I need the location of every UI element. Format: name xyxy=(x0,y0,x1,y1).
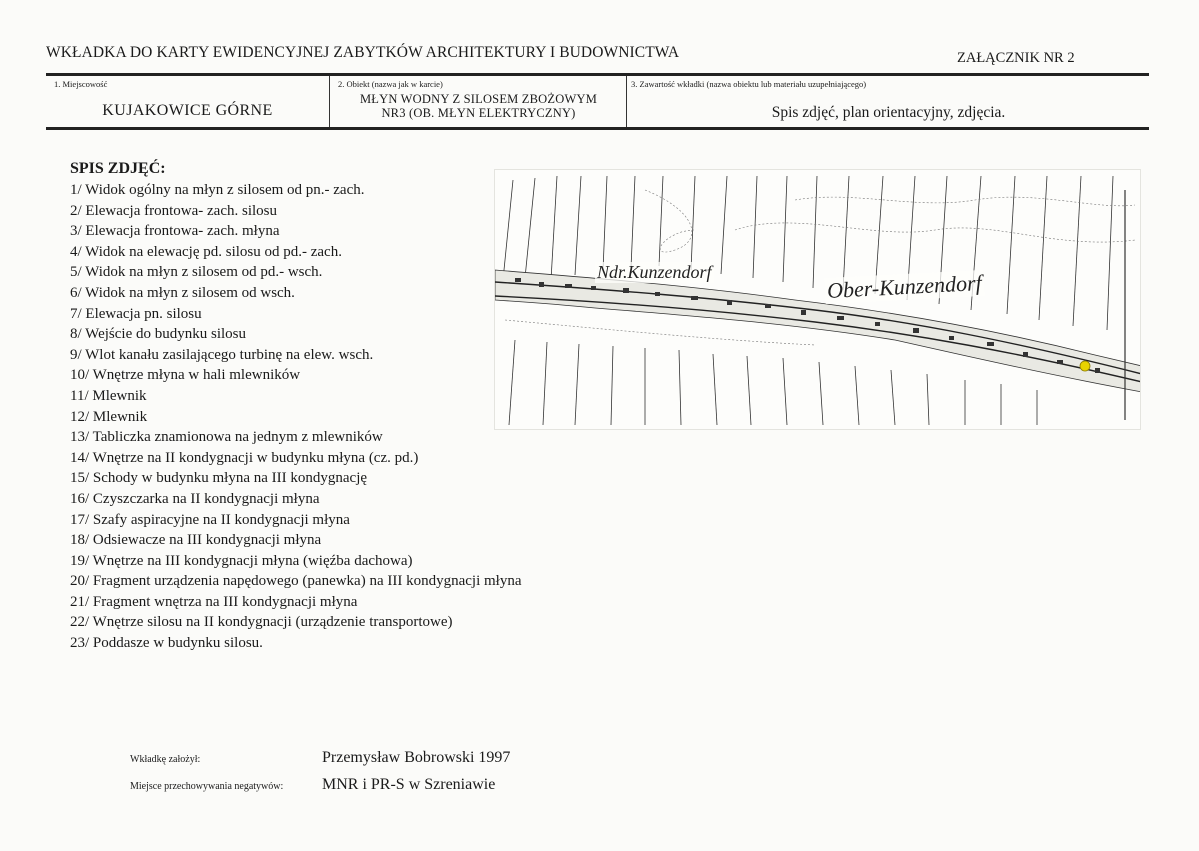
contents-cell xyxy=(626,76,1150,127)
negatives-row xyxy=(130,776,495,794)
author-label: Wkładkę założył: xyxy=(130,754,201,765)
contents-label: 3. Zawartość wkładki (nazwa obiektu lub materiału uzupełniającego) xyxy=(631,79,867,89)
photo-list-item: 8/ Wejście do budynku silosu xyxy=(70,326,247,343)
photo-list-item: 9/ Wlot kanału zasilającego turbinę na elew. wsch. xyxy=(70,346,374,363)
photo-list-item: 13/ Tabliczka znamionowa na jednym z mlewników xyxy=(70,429,383,446)
photo-list-item: 11/ Mlewnik xyxy=(70,387,147,404)
object-cell xyxy=(329,76,627,127)
photo-list-item: 7/ Elewacja pn. silosu xyxy=(70,305,202,322)
map-drawing xyxy=(495,170,1141,430)
map-label-upper-village: Ober-Kunzendorf xyxy=(824,270,984,304)
contents-value: Spis zdjęć, plan orientacyjny, zdjęcia. xyxy=(771,104,1006,121)
photo-list-item: 5/ Widok na młyn z silosem od pd.- wsch. xyxy=(70,264,323,281)
photo-list-item: 15/ Schody w budynku młyna na III kondygnację xyxy=(70,470,368,487)
photo-list-item: 2/ Elewacja frontowa- zach. silosu xyxy=(70,202,278,219)
object-value xyxy=(330,92,627,120)
map-label-lower-village: Ndr.Kunzendorf xyxy=(597,262,712,282)
document-title: WKŁADKA DO KARTY EWIDENCYJNEJ ZABYTKÓW ARCHITEKTURY I BUDOWNICTWA xyxy=(46,44,680,61)
photo-list-item: 22/ Wnętrze silosu na II kondygnacji (urządzenie transportowe) xyxy=(70,614,453,631)
photo-list xyxy=(70,180,522,654)
photo-list-item: 16/ Czyszczarka na II kondygnacji młyna xyxy=(70,490,320,507)
photo-list-item: 21/ Fragment wnętrza na III kondygnacji młyna xyxy=(70,593,358,610)
orientation-map xyxy=(494,169,1141,430)
negatives-value: MNR i PR-S w Szreniawie xyxy=(322,776,496,793)
metadata-table xyxy=(46,73,1149,130)
photo-list-item: 3/ Elewacja frontowa- zach. młyna xyxy=(70,223,280,240)
object-value-line-2: NR3 (OB. MŁYN ELEKTRYCZNY) xyxy=(381,106,576,120)
author-row xyxy=(130,749,510,767)
photo-list-item: 17/ Szafy aspiracyjne na II kondygnacji młyna xyxy=(70,511,350,528)
object-value-line-1: MŁYN WODNY Z SILOSEM ZBOŻOWYM xyxy=(359,92,598,106)
photo-list-item: 14/ Wnętrze na II kondygnacji w budynku młyna (cz. pd.) xyxy=(70,449,419,466)
photo-list-heading: SPIS ZDJĘĆ: xyxy=(70,160,166,177)
photo-list-item: 1/ Widok ogólny na młyn z silosem od pn.- zach. xyxy=(70,182,365,198)
photo-list-item: 23/ Poddasze w budynku silosu. xyxy=(70,635,263,652)
photo-list-item: 19/ Wnętrze na III kondygnacji młyna (więźba dachowa) xyxy=(70,552,413,569)
location-cell xyxy=(46,76,329,127)
photo-list-item: 4/ Widok na elewację pd. silosu od pd.- zach. xyxy=(70,243,342,260)
photo-list-item: 18/ Odsiewacze na III kondygnacji młyna xyxy=(70,532,322,549)
author-value: Przemysław Bobrowski 1997 xyxy=(322,749,511,766)
object-label: 2. Obiekt (nazwa jak w karcie) xyxy=(338,79,443,89)
photo-list-item: 12/ Mlewnik xyxy=(70,408,148,425)
photo-list-item: 20/ Fragment urządzenia napędowego (panewka) na III kondygnacji młyna xyxy=(70,573,522,590)
mill-location-marker xyxy=(1080,361,1090,371)
photo-list-item: 10/ Wnętrze młyna w hali mlewników xyxy=(70,367,301,384)
photo-list-item: 6/ Widok na młyn z silosem od wsch. xyxy=(70,284,295,301)
location-label: 1. Miejscowość xyxy=(54,79,108,89)
negatives-label: Miejsce przechowywania negatywów: xyxy=(130,781,284,792)
location-value: KUJAKOWICE GÓRNE xyxy=(102,102,273,119)
annex-number: ZAŁĄCZNIK NR 2 xyxy=(957,50,1075,66)
